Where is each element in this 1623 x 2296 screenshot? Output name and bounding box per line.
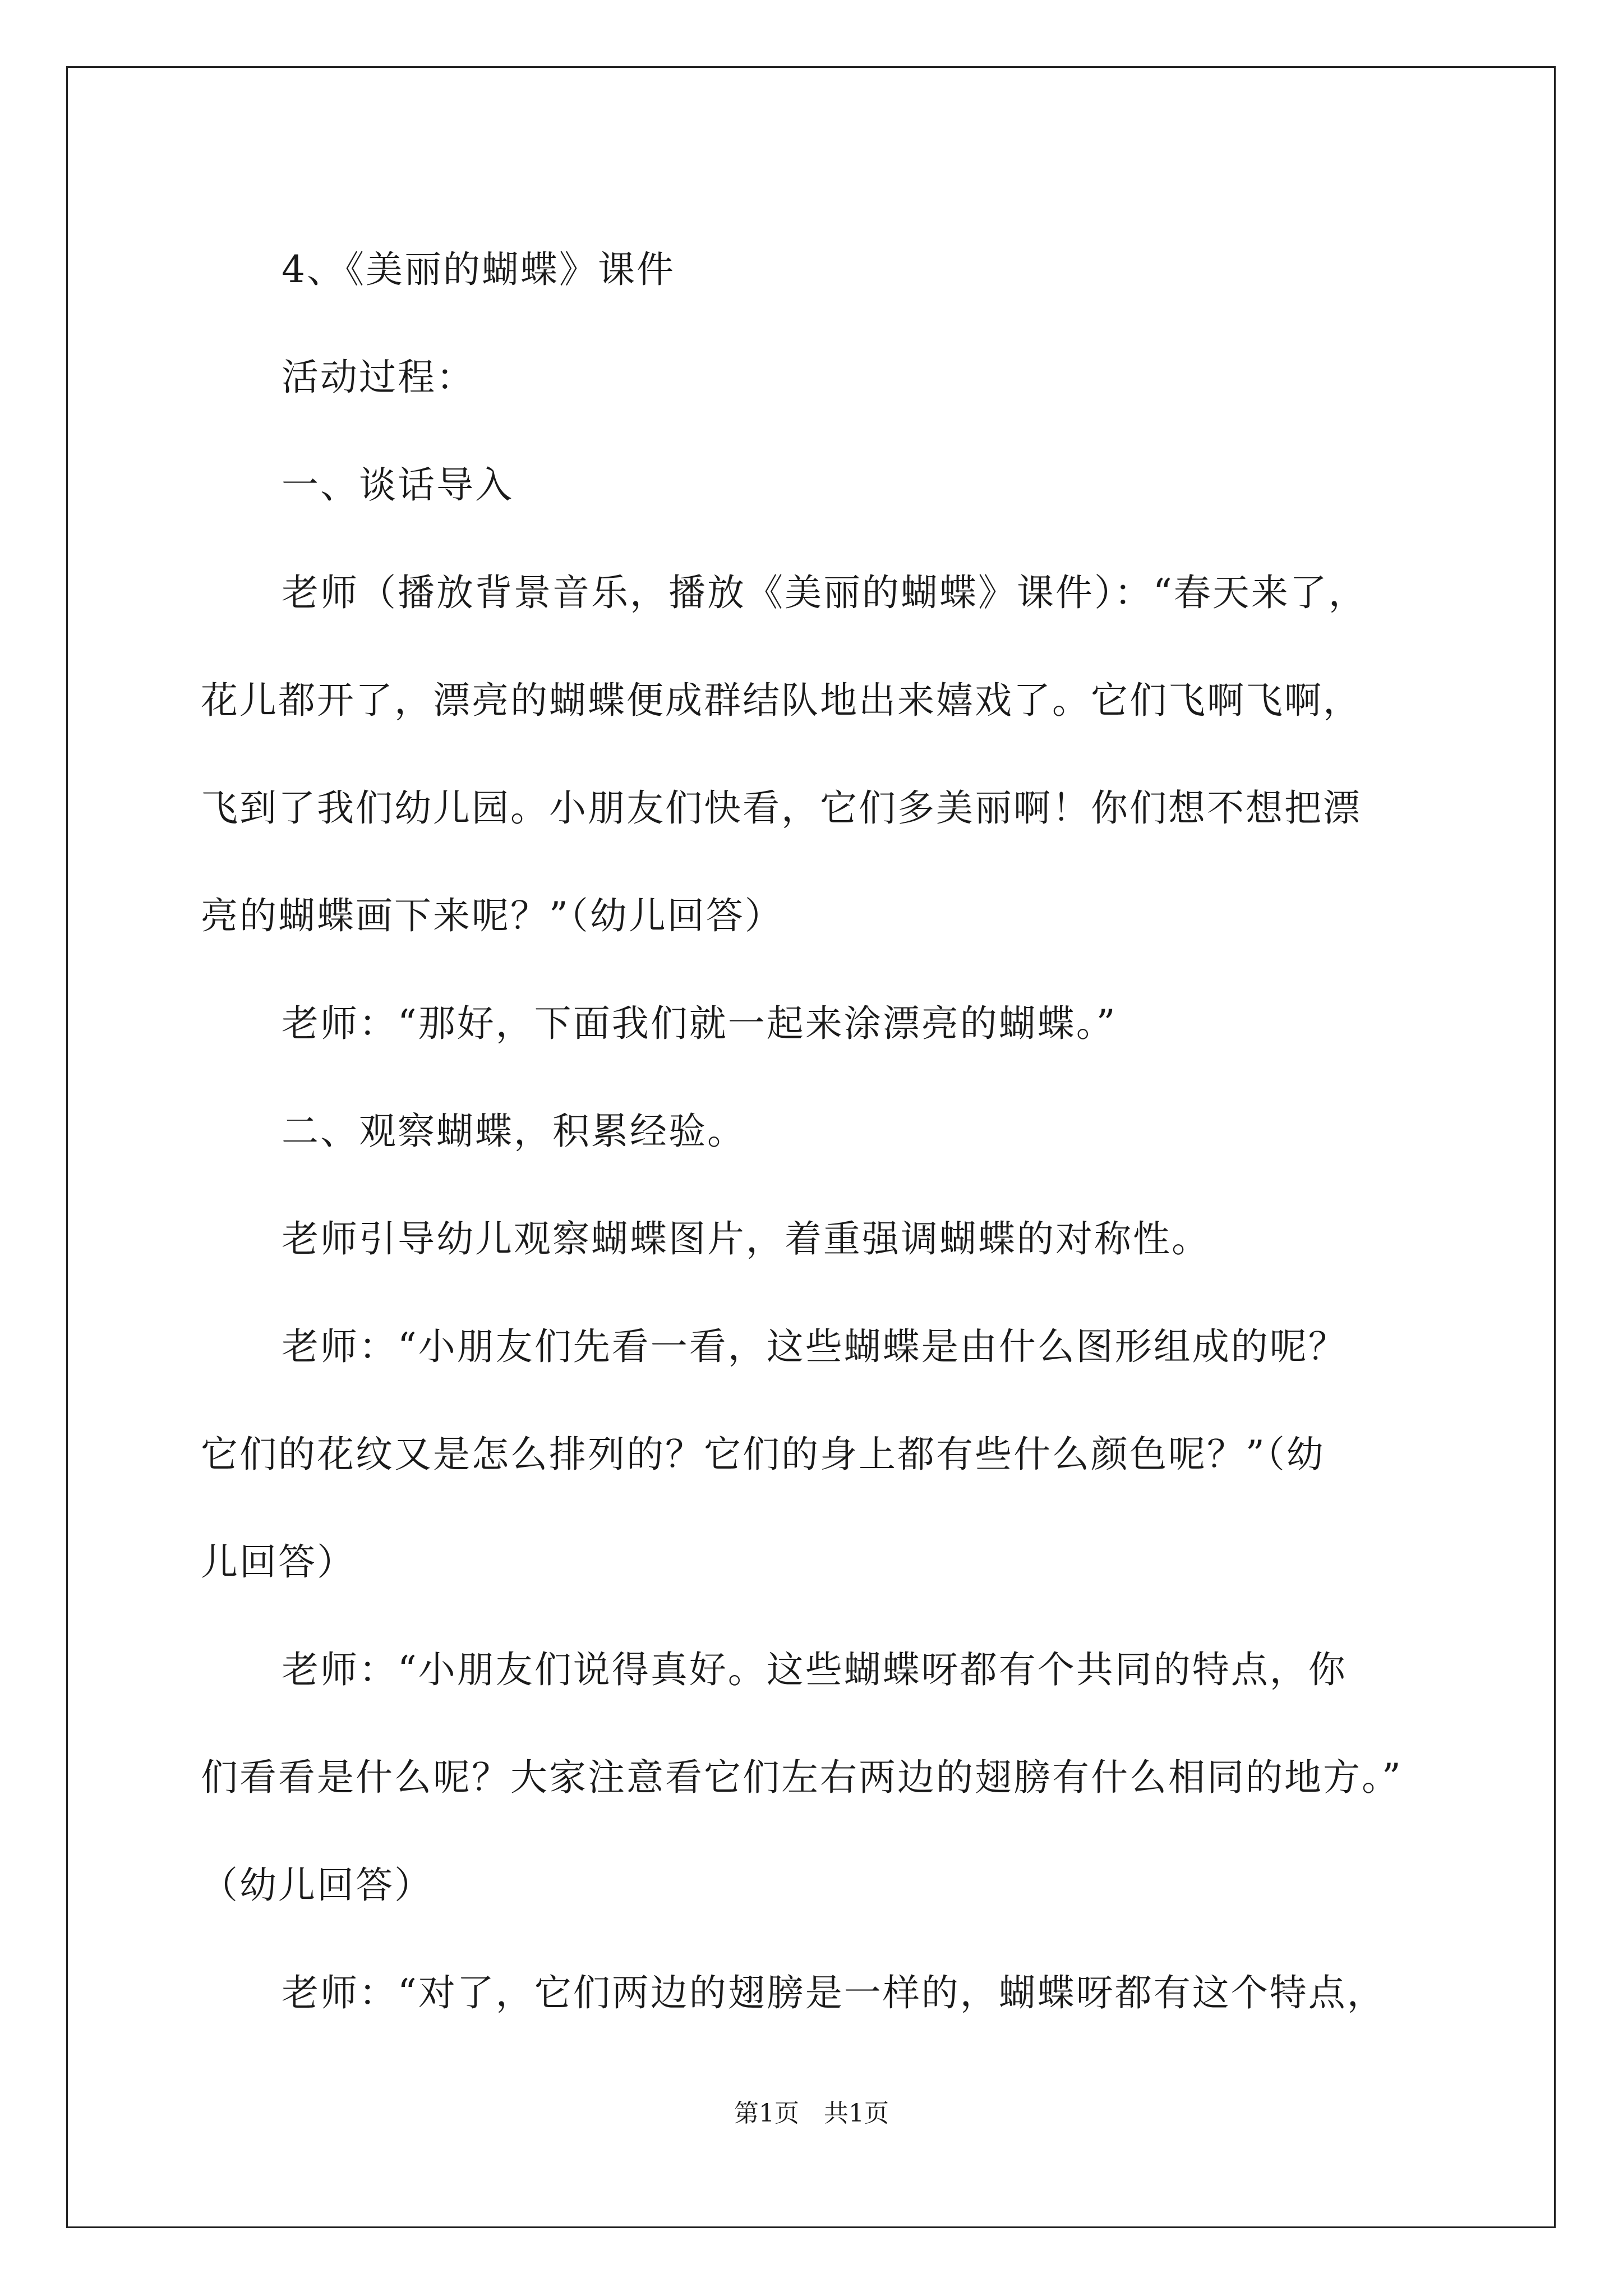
paragraph-line: 花儿都开了，漂亮的蝴蝶便成群结队地出来嬉戏了。它们飞啊飞啊， bbox=[201, 679, 1362, 722]
paragraph-line: 儿回答） bbox=[201, 1540, 356, 1584]
paragraph-line: 老师：“小朋友们先看一看，这些蝴蝶是由什么图形组成的呢？ bbox=[282, 1325, 1347, 1368]
heading-courseware: 4、《美丽的蝴蝶》课件 bbox=[282, 248, 675, 291]
paragraph-line: 它们的花纹又是怎么排列的？它们的身上都有些什么颜色呢？”（幼 bbox=[201, 1433, 1325, 1476]
paragraph-line: 老师引导幼儿观察蝴蝶图片，着重强调蝴蝶的对称性。 bbox=[282, 1217, 1210, 1260]
heading-activity-process: 活动过程： bbox=[282, 356, 475, 399]
paragraph-line: 老师：“那好，下面我们就一起来涂漂亮的蝴蝶。” bbox=[282, 1002, 1117, 1045]
page-number-footer: 第1页 共1页 bbox=[734, 2099, 889, 2128]
section-heading-observe: 二、观察蝴蝶，积累经验。 bbox=[282, 1110, 746, 1153]
paragraph-line: 飞到了我们幼儿园。小朋友们快看，它们多美丽啊！你们想不想把漂 bbox=[201, 786, 1362, 830]
paragraph-line: 们看看是什么呢？大家注意看它们左右两边的翅膀有什么相同的地方。” bbox=[201, 1756, 1403, 1799]
paragraph-line: 老师：“小朋友们说得真好。这些蝴蝶呀都有个共同的特点，你 bbox=[282, 1648, 1347, 1691]
paragraph-line: （幼儿回答） bbox=[201, 1864, 433, 1907]
paragraph-line: 老师：“对了，它们两边的翅膀是一样的，蝴蝶呀都有这个特点， bbox=[282, 1971, 1386, 2014]
paragraph-line: 老师（播放背景音乐，播放《美丽的蝴蝶》课件）：“春天来了， bbox=[282, 571, 1367, 614]
document-body bbox=[201, 216, 1440, 2047]
paragraph-line: 亮的蝴蝶画下来呢？”（幼儿回答） bbox=[201, 894, 783, 937]
section-heading-intro: 一、谈话导入 bbox=[282, 463, 514, 507]
